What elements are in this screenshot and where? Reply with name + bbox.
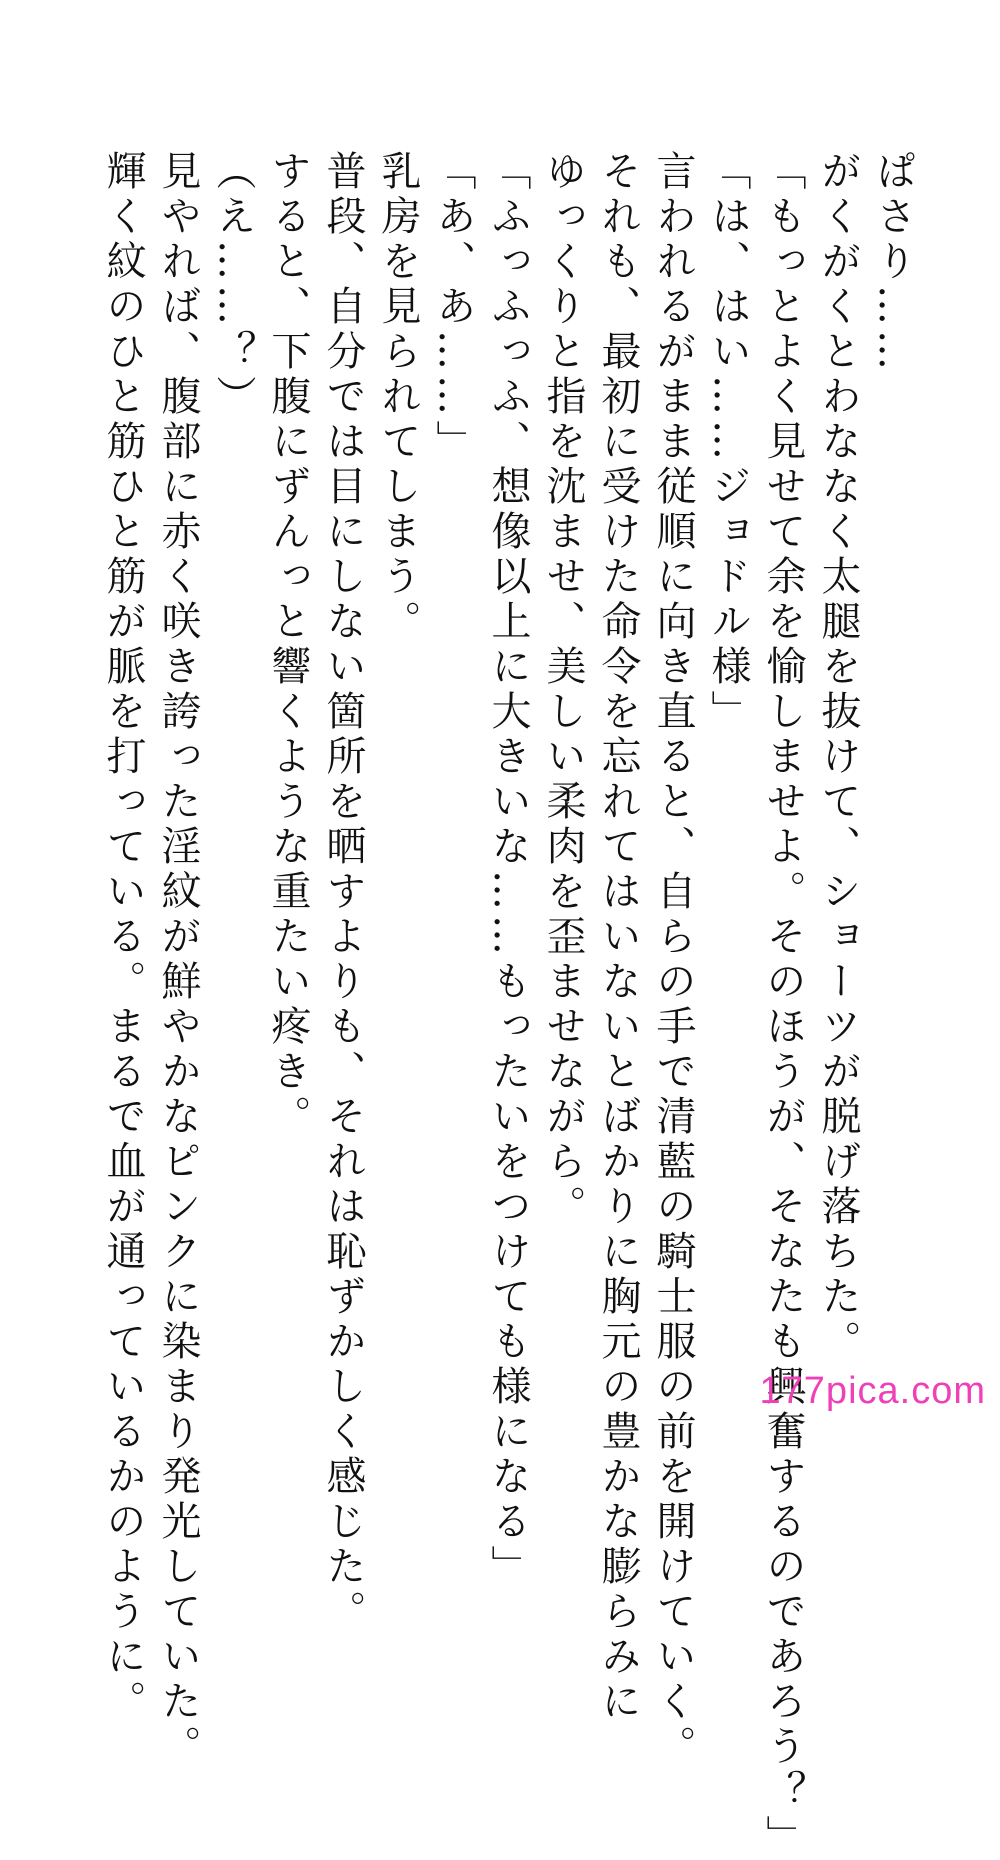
text-line-3: 「もっとよく見せて余を愉しませよ。そのほうが、そなたも興奮するのであろう？」	[760, 150, 806, 1860]
text-line-12: すると、下腹にずんっと響くような重たい疼き。	[265, 150, 311, 1140]
text-line-8: 「ふっふっふ、想像以上に大きいな……もったいをつけても様になる」	[485, 150, 531, 1590]
site-watermark: 177pica.com	[759, 1370, 986, 1412]
text-line-4: 「は、はい……ジョドル様」	[705, 150, 751, 735]
text-line-10: 乳房を見られてしまう。	[375, 150, 421, 645]
text-line-5: 言われるがまま従順に向き直ると、自らの手で清藍の騎士服の前を開けていく。	[650, 150, 696, 1770]
text-line-6: それも、最初に受けた命令を忘れてはいないとばかりに胸元の豊かな膨らみに	[595, 150, 641, 1725]
text-line-1: ぱさり……	[870, 150, 916, 375]
text-line-2: がくがくとわななく太腿を抜けて、ショーツが脱げ落ちた。	[815, 150, 861, 1365]
text-line-11: 普段、自分では目にしない箇所を晒すよりも、それは恥ずかしく感じた。	[320, 150, 366, 1635]
text-line-7: ゆっくりと指を沈ませ、美しい柔肉を歪ませながら。	[540, 150, 586, 1230]
text-line-13: （え……？）	[210, 150, 256, 420]
text-line-14: 見やれば、腹部に赤く咲き誇った淫紋が鮮やかなピンクに染まり発光していた。	[155, 150, 201, 1770]
text-line-9: 「あ、あ……」	[430, 150, 476, 465]
text-line-15: 輝く紋のひと筋ひと筋が脈を打っている。まるで血が通っているかのように。	[100, 150, 146, 1725]
